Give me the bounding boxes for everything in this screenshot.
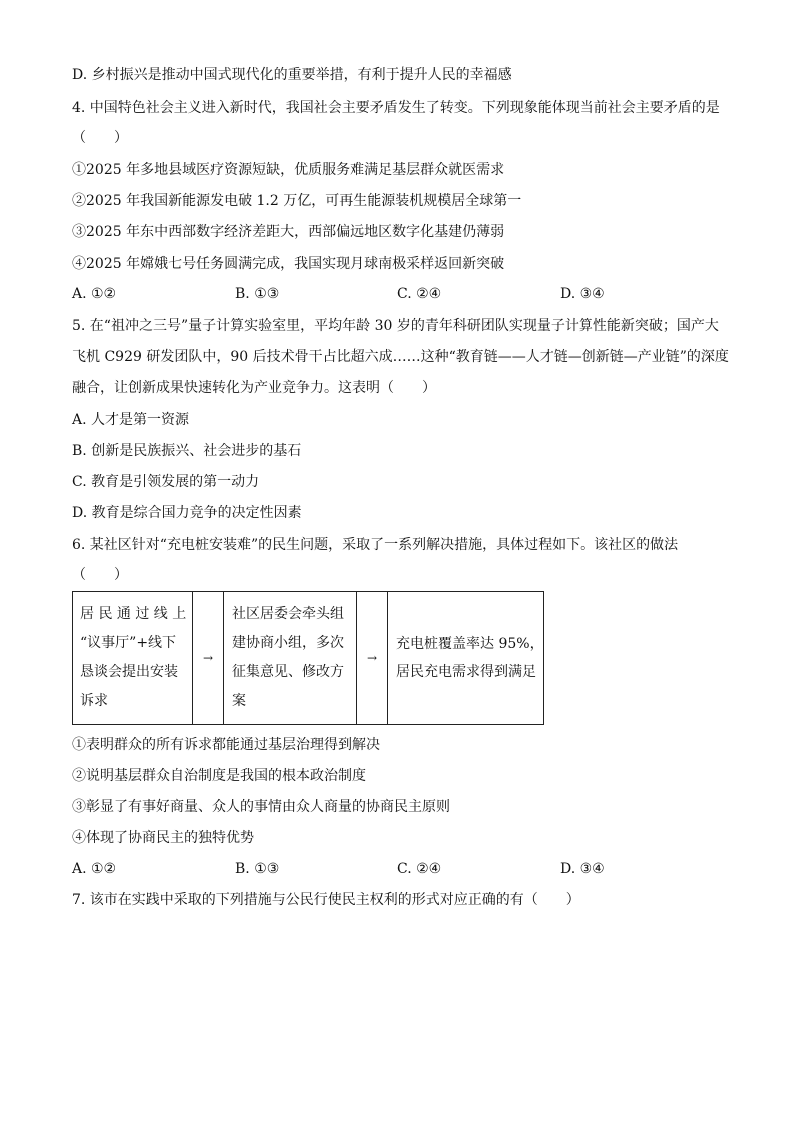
q5-option-a: A. 人才是第一资源 bbox=[72, 412, 190, 428]
flow-step-2-line: 征集意见、修改方 bbox=[232, 664, 344, 680]
flow-arrow-1 bbox=[193, 592, 224, 724]
flow-step-2-line: 建协商小组，多次 bbox=[232, 635, 344, 651]
q6-option-b: B. ①③ bbox=[235, 861, 280, 877]
q4-option-c: C. ②④ bbox=[397, 286, 442, 302]
flow-step-2-line: 案 bbox=[232, 693, 246, 709]
q6-options bbox=[72, 859, 732, 879]
q5-stem-line1: 5. 在“祖冲之三号”量子计算实验室里，平均年龄 30 岁的青年科研团队实现量子计算性能新突破；国产大 bbox=[72, 318, 719, 334]
flow-step-1-line: 居 民 通 过 线 上 bbox=[80, 606, 187, 622]
q5-stem-line2: 飞机 C929 研发团队中，90 后技术骨干占比超六成……这种“教育链——人才链—创新链—产业链”的深度 bbox=[72, 349, 729, 365]
q4-option-a: A. ①② bbox=[72, 286, 117, 302]
q7-stem-line1: 7. 该市在实践中采取的下列措施与公民行使民主权利的形式对应正确的有（ ） bbox=[72, 892, 580, 908]
q6-option-d: D. ③④ bbox=[560, 861, 605, 877]
q5-stem-line3: 融合，让创新成果快速转化为产业竞争力。这表明（ ） bbox=[72, 380, 436, 396]
q6-item-1: ①表明群众的所有诉求都能通过基层治理得到解决 bbox=[72, 737, 380, 753]
q4-option-b: B. ①③ bbox=[235, 286, 280, 302]
q6-stem-line1: 6. 某社区针对“充电桩安装难”的民生问题，采取了一系列解决措施，具体过程如下。该社区的做法 bbox=[72, 537, 679, 553]
q4-item-2: ②2025 年我国新能源发电破 1.2 万亿，可再生能源装机规模居全球第一 bbox=[72, 193, 522, 209]
q4-option-d: D. ③④ bbox=[560, 286, 605, 302]
flow-arrow-2 bbox=[357, 592, 388, 724]
flow-step-1-line: 诉求 bbox=[80, 693, 108, 709]
flow-step-1-line: “议事厅”+线下 bbox=[80, 635, 177, 651]
arrow-right-icon: → bbox=[202, 651, 214, 665]
q4-options bbox=[72, 284, 732, 304]
q4-item-3: ③2025 年东中西部数字经济差距大，西部偏远地区数字化基建仍薄弱 bbox=[72, 224, 505, 240]
q5-option-d: D. 教育是综合国力竞争的决定性因素 bbox=[72, 505, 302, 521]
q6-process-flow-table bbox=[72, 591, 544, 725]
q6-stem-line2: （ ） bbox=[72, 567, 128, 583]
q3-option-d: D. 乡村振兴是推动中国式现代化的重要举措，有利于提升人民的幸福感 bbox=[72, 67, 512, 83]
q6-item-2: ②说明基层群众自治制度是我国的根本政治制度 bbox=[72, 768, 366, 784]
arrow-right-icon: → bbox=[366, 651, 378, 665]
flow-step-3-line: 居民充电需求得到满足 bbox=[396, 664, 536, 680]
q4-stem-line2: （ ） bbox=[72, 130, 128, 146]
q4-item-4: ④2025 年嫦娥七号任务圆满完成，我国实现月球南极采样返回新突破 bbox=[72, 256, 505, 272]
q4-stem-line1: 4. 中国特色社会主义进入新时代，我国社会主要矛盾发生了转变。下列现象能体现当前社会主要矛盾的是 bbox=[72, 100, 720, 116]
flow-step-2 bbox=[224, 592, 357, 724]
q6-item-4: ④体现了协商民主的独特优势 bbox=[72, 830, 254, 846]
flow-step-2-line: 社区居委会牵头组 bbox=[232, 606, 344, 622]
q5-option-b: B. 创新是民族振兴、社会进步的基石 bbox=[72, 443, 302, 459]
q6-option-a: A. ①② bbox=[72, 861, 117, 877]
q6-item-3: ③彰显了有事好商量、众人的事情由众人商量的协商民主原则 bbox=[72, 799, 450, 815]
q5-option-c: C. 教育是引领发展的第一动力 bbox=[72, 474, 260, 490]
q4-item-1: ①2025 年多地县域医疗资源短缺，优质服务难满足基层群众就医需求 bbox=[72, 162, 505, 178]
flow-step-1 bbox=[73, 592, 193, 724]
flow-step-1-line: 恳谈会提出安装 bbox=[80, 664, 178, 680]
flow-step-3-line: 充电桩覆盖率达 95%， bbox=[396, 636, 544, 652]
q6-option-c: C. ②④ bbox=[397, 861, 442, 877]
flow-step-3 bbox=[388, 592, 543, 724]
